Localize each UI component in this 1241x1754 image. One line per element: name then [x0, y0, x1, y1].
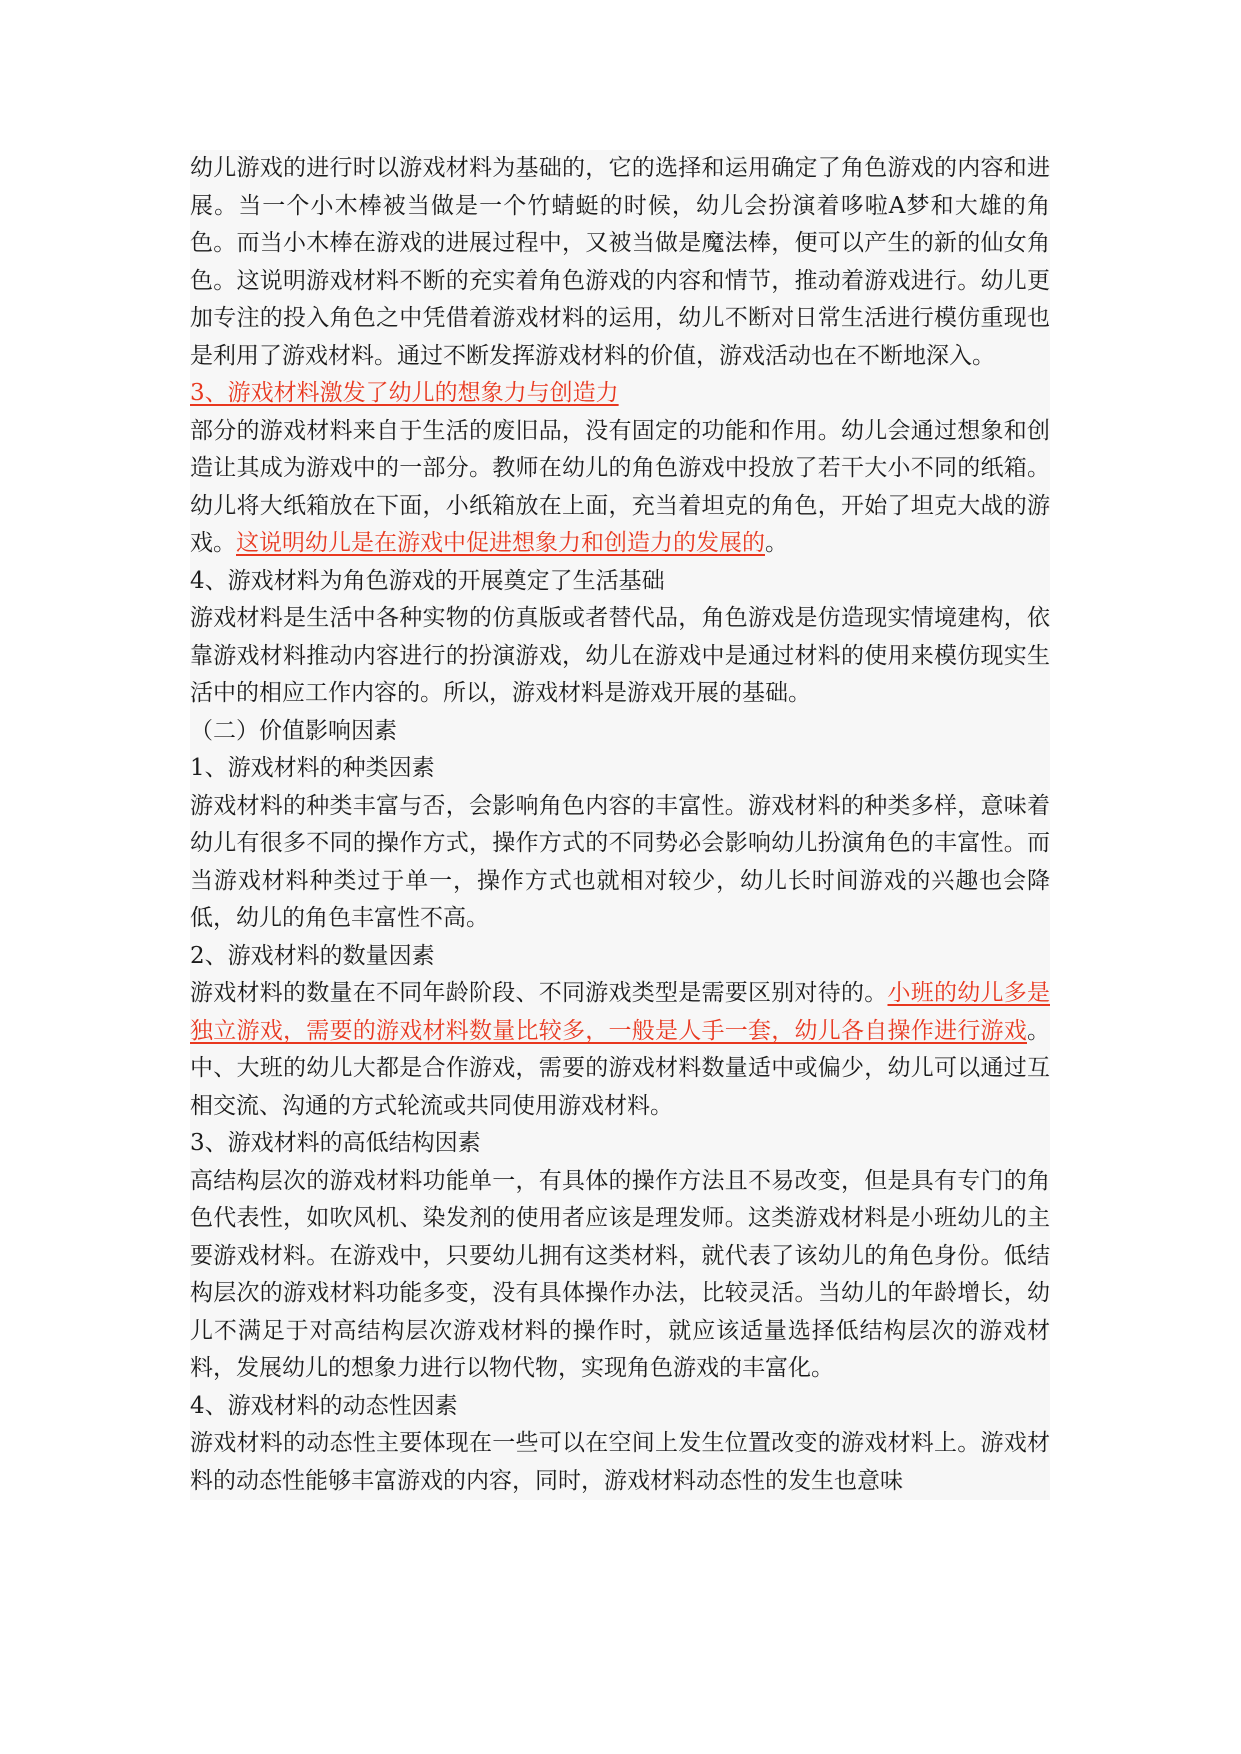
paragraph-life-foundation: 游戏材料是生活中各种实物的仿真版或者替代品，角色游戏是仿造现实情境建构，依靠游戏材料推动内容进行的扮演游戏，幼儿在游戏中是通过材料的使用来模仿现实生活中的相应工作内容的。所以，游戏材料是游戏开展的基础。: [190, 600, 1050, 713]
section-value-factors: （二）价值影响因素: [190, 713, 1050, 751]
paragraph-factor-quantity: [190, 975, 1050, 1125]
highlight-imagination-conclusion: 这说明幼儿是在游戏中促进想象力和创造力的发展的: [236, 530, 765, 556]
heading-factor-dynamic: 4、游戏材料的动态性因素: [190, 1388, 1050, 1426]
heading-imagination-creativity: 3、游戏材料激发了幼儿的想象力与创造力: [190, 375, 1050, 413]
paragraph-imagination-text: 部分的游戏材料来自于生活的废旧品，没有固定的功能和作用。幼儿会通过想象和创造让其成为游戏中的一部分。教师在幼儿的角色游戏中投放了若干大小不同的纸箱。幼儿将大纸箱放在下面，小纸箱放在上面，充当着坦克的角色，开始了坦克大战的游戏。: [190, 417, 1050, 556]
highlight-small-class: 小班的幼儿多是独立游戏，需要的游戏材料数量比较多，一般是人手一套，幼儿各自操作进行游戏: [190, 980, 1050, 1044]
paragraph-material-basis: 幼儿游戏的进行时以游戏材料为基础的，它的选择和运用确定了角色游戏的内容和进展。当一个小木棒被当做是一个竹蜻蜓的时候，幼儿会扮演着哆啦A梦和大雄的角色。而当小木棒在游戏的进展过程中，又被当做是魔法棒，便可以产生的新的仙女角色。这说明游戏材料不断的充实着角色游戏的内容和情节，推动着游戏进行。幼儿更加专注的投入角色之中凭借着游戏材料的运用，幼儿不断对日常生活进行模仿重现也是利用了游戏材料。通过不断发挥游戏材料的价值，游戏活动也在不断地深入。: [190, 150, 1050, 375]
paragraph-imagination: [190, 413, 1050, 563]
paragraph-factor-variety: 游戏材料的种类丰富与否，会影响角色内容的丰富性。游戏材料的种类多样，意味着幼儿有很多不同的操作方式，操作方式的不同势必会影响幼儿扮演角色的丰富性。而当游戏材料种类过于单一，操作方式也就相对较少，幼儿长时间游戏的兴趣也会降低，幼儿的角色丰富性不高。: [190, 788, 1050, 938]
document-page: [190, 150, 1050, 1500]
paragraph-factor-structure: 高结构层次的游戏材料功能单一，有具体的操作方法且不易改变，但是具有专门的角色代表性，如吹风机、染发剂的使用者应该是理发师。这类游戏材料是小班幼儿的主要游戏材料。在游戏中，只要幼儿拥有这类材料，就代表了该幼儿的角色身份。低结构层次的游戏材料功能多变，没有具体操作办法，比较灵活。当幼儿的年龄增长，幼儿不满足于对高结构层次游戏材料的操作时，就应该适量选择低结构层次的游戏材料，发展幼儿的想象力进行以物代物，实现角色游戏的丰富化。: [190, 1163, 1050, 1388]
paragraph-factor-quantity-intro: 游戏材料的数量在不同年龄阶段、不同游戏类型是需要区别对待的。: [190, 980, 888, 1006]
paragraph-factor-dynamic: 游戏材料的动态性主要体现在一些可以在空间上发生位置改变的游戏材料上。游戏材料的动态性能够丰富游戏的内容，同时，游戏材料动态性的发生也意味: [190, 1425, 1050, 1500]
heading-life-foundation: 4、游戏材料为角色游戏的开展奠定了生活基础: [190, 563, 1050, 601]
heading-factor-variety: 1、游戏材料的种类因素: [190, 750, 1050, 788]
heading-factor-quantity: 2、游戏材料的数量因素: [190, 938, 1050, 976]
paragraph-imagination-end: 。: [765, 530, 788, 556]
paragraph-factor-quantity-rest: 。中、大班的幼儿大都是合作游戏，需要的游戏材料数量适中或偏少，幼儿可以通过互相交流、沟通的方式轮流或共同使用游戏材料。: [190, 1017, 1050, 1119]
heading-factor-structure: 3、游戏材料的高低结构因素: [190, 1125, 1050, 1163]
